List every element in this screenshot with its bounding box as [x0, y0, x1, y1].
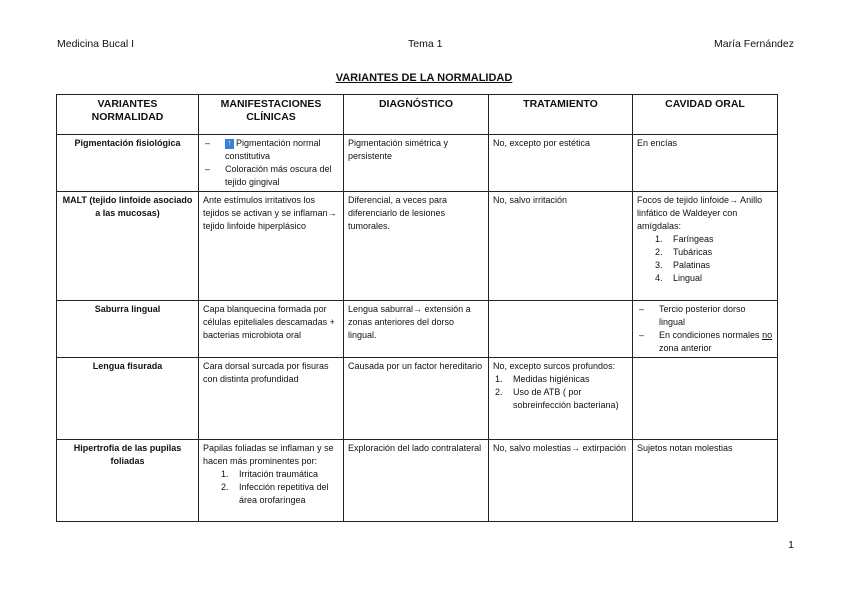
column-header: TRATAMIENTO	[489, 95, 633, 135]
list-item: – ↑ Pigmentación normal constitutiva	[203, 137, 339, 163]
treatment-cell: No, excepto por estética	[489, 135, 633, 192]
manifestations-cell: Capa blanquecina formada por células epiteliales descamadas + bacterias microbiota oral	[199, 301, 344, 358]
diagnosis-cell: Exploración del lado contralateral	[344, 440, 489, 522]
variants-table	[56, 94, 778, 522]
treatment-cell	[489, 301, 633, 358]
oral-cavity-cell	[633, 301, 778, 358]
diagnosis-cell: Causada por un factor hereditario	[344, 358, 489, 440]
column-header: MANIFESTACIONES CLÍNICAS	[199, 95, 344, 135]
treatment-cell: No, salvo molestias→ extirpación	[489, 440, 633, 522]
treatment-cell: No, excepto surcos profundos: 1. Medidas higiénicas 2. Uso de ATB ( por sobreinfección bacteriana)	[489, 358, 633, 440]
diagnosis-cell: Diferencial, a veces para diferenciarlo de lesiones tumorales.	[344, 192, 489, 301]
column-header: CAVIDAD ORAL	[633, 95, 778, 135]
list-item: 1. Irritación traumática	[221, 469, 319, 479]
manifestations-cell: Ante estímulos irritativos los tejidos se activan y se inflaman→ tejido linfoide hiperplásico	[199, 192, 344, 301]
variant-name: Pigmentación fisiológica	[57, 135, 199, 192]
column-header: VARIANTES NORMALIDAD	[57, 95, 199, 135]
header-subject: Medicina Bucal I	[57, 38, 135, 50]
list-item: – En condiciones normales no zona anterior	[637, 329, 773, 355]
list-item: 4. Lingual	[655, 273, 703, 283]
treatment-cell: No, salvo irritación	[489, 192, 633, 301]
table-row	[57, 440, 778, 522]
header-topic: Tema 1	[408, 38, 443, 50]
variant-name: Hipertrofia de las pupilas foliadas	[57, 440, 199, 522]
table-row	[57, 192, 778, 301]
arrow-up-icon: ↑	[225, 139, 234, 149]
list-item: – Tercio posterior dorso lingual	[637, 303, 773, 329]
variant-name: MALT (tejido linfoide asociado a las mucosas)	[57, 192, 199, 301]
table-header-row	[57, 95, 778, 135]
header-author: María Fernández	[714, 38, 794, 50]
diagnosis-cell: Pigmentación simétrica y persistente	[344, 135, 489, 192]
list-item: 2. Infección repetitiva del área orofaríngea	[221, 482, 329, 505]
manifestations-cell	[199, 135, 344, 192]
table-row	[57, 301, 778, 358]
list-item: 1. Medidas higiénicas	[495, 374, 590, 384]
oral-cavity-cell: En encías	[633, 135, 778, 192]
document-title: VARIANTES DE LA NORMALIDAD	[335, 72, 513, 84]
manifestations-cell: Papilas foliadas se inflaman y se hacen más prominentes por: 1. Irritación traumática 2. Infección repetitiva del área orofaríngea	[199, 440, 344, 522]
diagnosis-cell: Lengua saburral→ extensión a zonas anteriores del dorso lingual.	[344, 301, 489, 358]
column-header: DIAGNÓSTICO	[344, 95, 489, 135]
variant-name: Saburra lingual	[57, 301, 199, 358]
list-item: 3. Palatinas	[655, 260, 711, 270]
list-item: 1. Faríngeas	[655, 234, 714, 244]
list-item: – Coloración más oscura del tejido gingival	[203, 163, 339, 189]
list-item: 2. Tubáricas	[655, 247, 713, 257]
manifestations-cell: Cara dorsal surcada por fisuras con distinta profundidad	[199, 358, 344, 440]
oral-cavity-cell: Focos de tejido linfoide→ Anillo linfático de Waldeyer con amígdalas: 1. Faríngeas 2. Tubáricas 3. Palatinas 4. Lingual	[633, 192, 778, 301]
oral-cavity-cell	[633, 358, 778, 440]
variant-name: Lengua fisurada	[57, 358, 199, 440]
page-number: 1	[788, 539, 794, 551]
list-item: 2. Uso de ATB ( por sobreinfección bacteriana)	[495, 387, 619, 410]
table-row	[57, 135, 778, 192]
oral-cavity-cell: Sujetos notan molestias	[633, 440, 778, 522]
table-row	[57, 358, 778, 440]
